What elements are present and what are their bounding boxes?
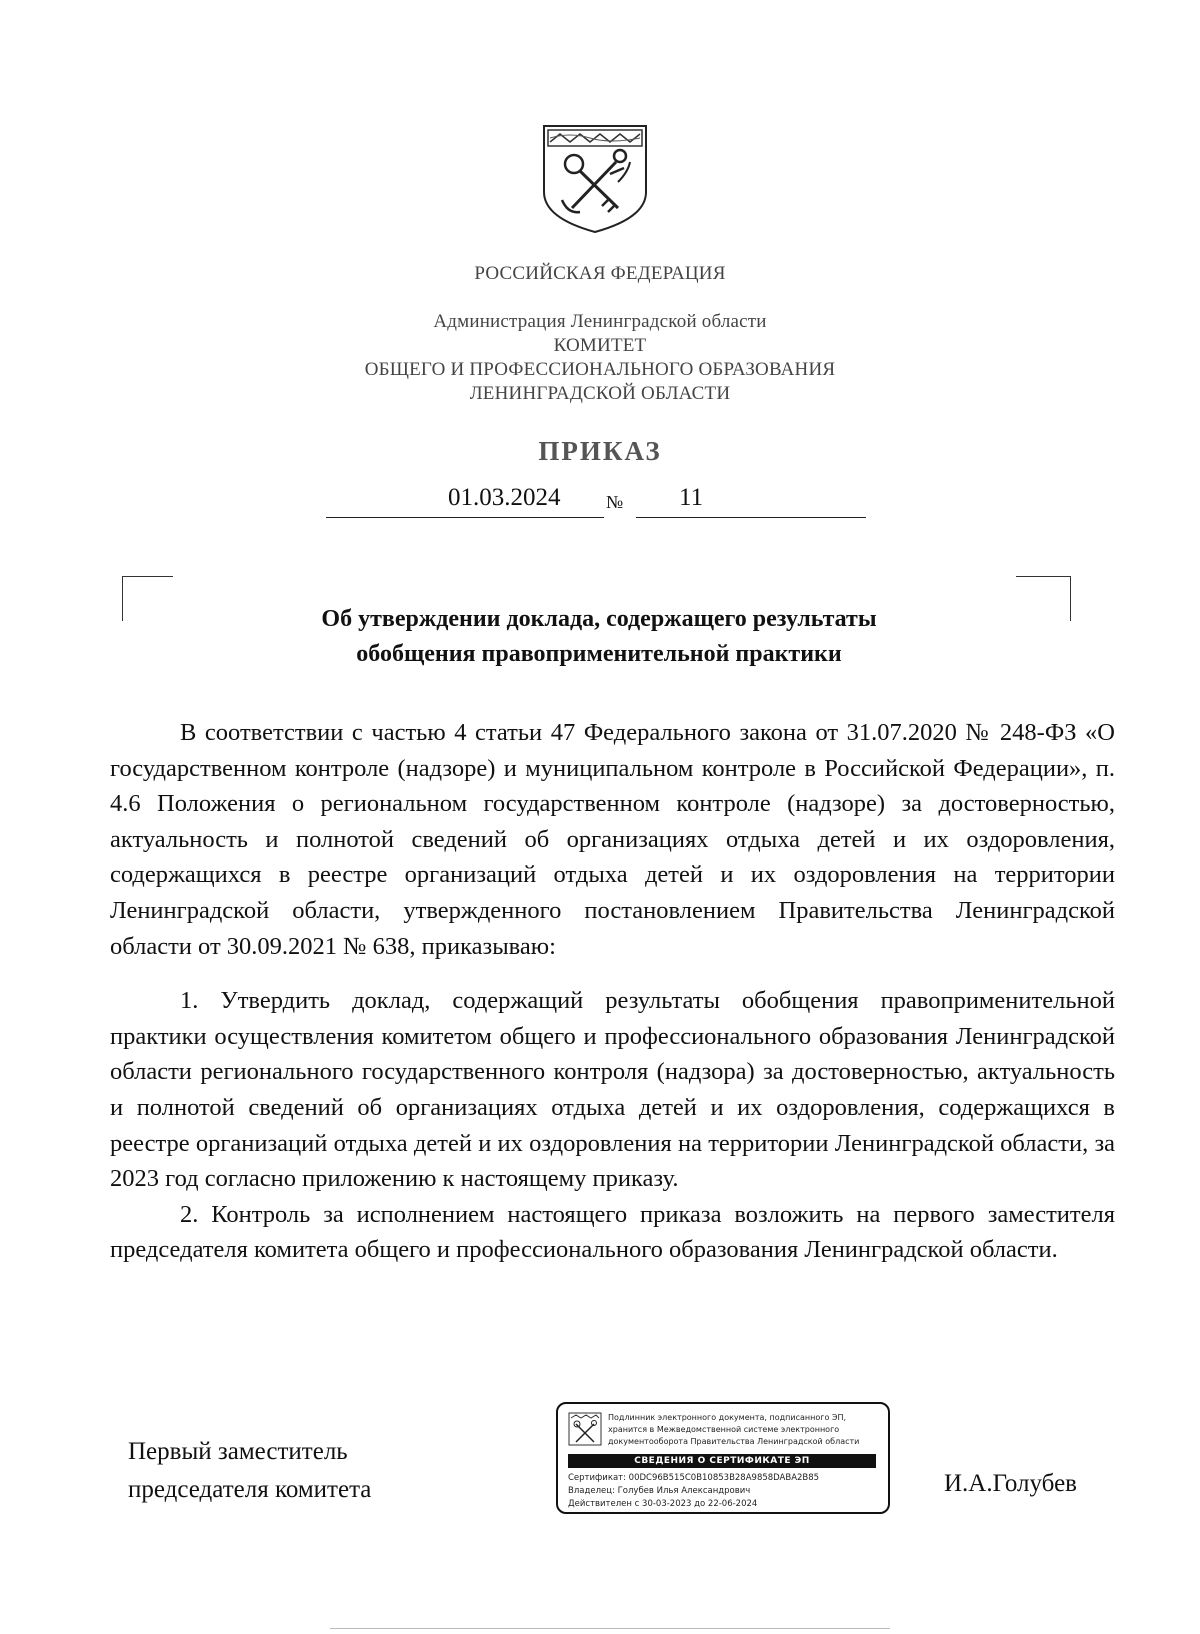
signer-position [128,1433,371,1509]
document-body [110,715,1115,1268]
number-underline [636,517,866,518]
document-title-line2: обобщения правоприменительной практики [356,641,842,667]
preamble-paragraph: В соответствии с частью 4 статьи 47 Федерального закона от 31.07.2020 № 248-ФЗ «О государственном контроле (надзоре) и муниципальном контроле в Российской Федерации», п. 4.6 Положения о региональном государственном контроле (надзоре) за достоверностью, актуальность и полнотой сведений об организациях отдыха детей и их оздоровления, содержащихся в реестре организаций отдыха детей и их оздоровления на территории Ленинградской области, утвержденного постановлением Правительства Ленинградской области от 30.09.2021 № 638, приказываю: [110,719,1115,960]
committee-full-name-line2: ЛЕНИНГРАДСКОЙ ОБЛАСТИ [469,383,731,404]
document-date: 01.03.2024 [448,484,561,511]
stamp-certificate-header: СВЕДЕНИЯ О СЕРТИФИКАТЕ ЭП [568,1454,876,1468]
date-underline [326,517,604,518]
committee-label: КОМИТЕТ [553,335,647,356]
document-title-line1: Об утверждении доклада, содержащего результаты [321,606,877,632]
item-2-paragraph: 2. Контроль за исполнением настоящего приказа возложить на первого заместителя председателя комитета общего и профессионального образования Ленинградской области. [110,1200,1115,1264]
stamp-certificate-id: Сертификат: 00DC96B515C0B10853B28A9858DABA2B85 [568,1473,820,1483]
country-name: РОССИЙСКАЯ ФЕДЕРАЦИЯ [474,263,726,284]
signer-position-line1: Первый заместитель [128,1438,348,1465]
signer-name: И.А.Голубев [944,1470,1077,1497]
committee-full-name-line1: ОБЩЕГО И ПРОФЕССИОНАЛЬНОГО ОБРАЗОВАНИЯ [364,359,836,380]
signer-position-line2: председателя комитета [128,1476,372,1503]
stamp-text-line2: хранится в Межведомственной системе электронного [608,1425,840,1434]
stamp-certificate-owner: Владелец: Голубев Илья Александрович [568,1486,751,1496]
document-type: ПРИКАЗ [538,436,662,466]
page-bottom-edge [330,1628,890,1629]
electronic-signature-stamp [556,1402,890,1514]
stamp-text-line3: документооборота Правительства Ленинградской области [608,1437,860,1446]
stamp-certificate-validity: Действителен с 30-03-2023 до 22-06-2024 [568,1499,758,1509]
number-sign: № [606,492,624,512]
document-number: 11 [679,484,704,511]
coat-of-arms-icon [568,1412,602,1446]
administration-name: Администрация Ленинградской области [433,311,767,332]
stamp-text-line1: Подлинник электронного документа, подписанного ЭП, [608,1413,847,1422]
date-number-row [0,484,1200,524]
item-1-paragraph: 1. Утвердить доклад, содержащий результаты обобщения правоприменительной практики осуществления комитетом общего и профессионального образования Ленинградской области регионального государственного контроля (надзора) за достоверностью, актуальность и полнотой сведений об организациях отдыха детей и их оздоровления, содержащихся в реестре организаций отдыха детей и их оздоровления на территории Ленинградской области, за 2023 год согласно приложению к настоящему приказу. [110,987,1115,1193]
coat-of-arms-icon [540,122,650,234]
